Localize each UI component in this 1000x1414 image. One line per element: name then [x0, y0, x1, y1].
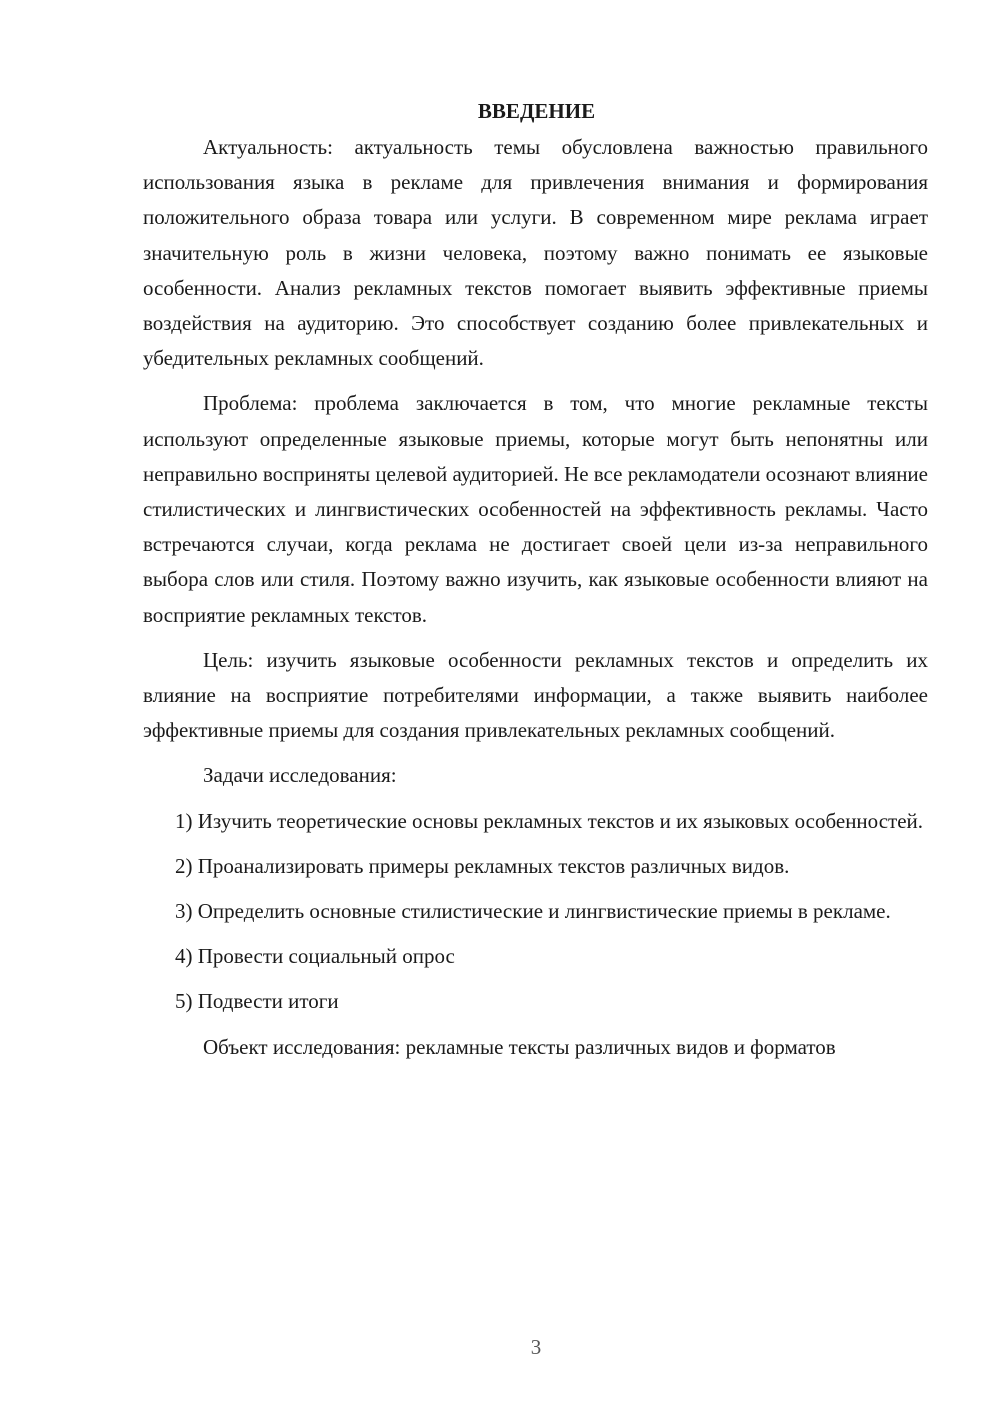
task-item-4: 4) Провести социальный опрос — [175, 944, 455, 969]
paragraph-goal: Цель: изучить языковые особенности рекламных текстов и определить их влияние на восприятие потребителями информации, а также выявить наиболее эффективные приемы для создания привлекательных рекламных сообщений. — [143, 647, 928, 743]
paragraph-relevance: Актуальность: актуальность темы обусловлена важностью правильного использования языка в рекламе для привлечения внимания и формирования положительного образа товара или услуги. В современном мире реклама играет значительную роль в жизни человека, поэтому важно понимать ее языковые особенности. Анализ рекламных текстов помогает выявить эффективные приемы воздействия на аудиторию. Это способствует созданию более привлекательных и убедительных рекламных сообщений. — [143, 135, 928, 371]
page-number: 3 — [530, 1335, 542, 1359]
page-title: ВВЕДЕНИЕ — [477, 99, 596, 123]
paragraph-problem: Проблема: проблема заключается в том, что многие рекламные тексты используют определенные языковые приемы, которые могут быть непонятны или неправильно восприняты целевой аудиторией. Не все рекламодатели осознают влияние стилистических и лингвистических особенностей на эффективность рекламы. Часто встречаются случаи, когда реклама не достигает своей цели из-за неправильного выбора слов или стиля. Поэтому важно изучить, как языковые особенности влияют на восприятие рекламных текстов. — [143, 391, 928, 627]
task-item-2: 2) Проанализировать примеры рекламных текстов различных видов. — [175, 853, 790, 878]
task-item-5: 5) Подвести итоги — [175, 989, 339, 1014]
task-item-3: 3) Определить основные стилистические и лингвистические приемы в рекламе. — [175, 899, 891, 924]
task-item-1: 1) Изучить теоретические основы рекламных текстов и их языковых особенностей. — [175, 808, 924, 833]
paragraph-object: Объект исследования: рекламные тексты различных видов и форматов — [203, 1034, 836, 1059]
tasks-heading: Задачи исследования: — [203, 763, 397, 788]
document-page — [143, 96, 928, 1065]
